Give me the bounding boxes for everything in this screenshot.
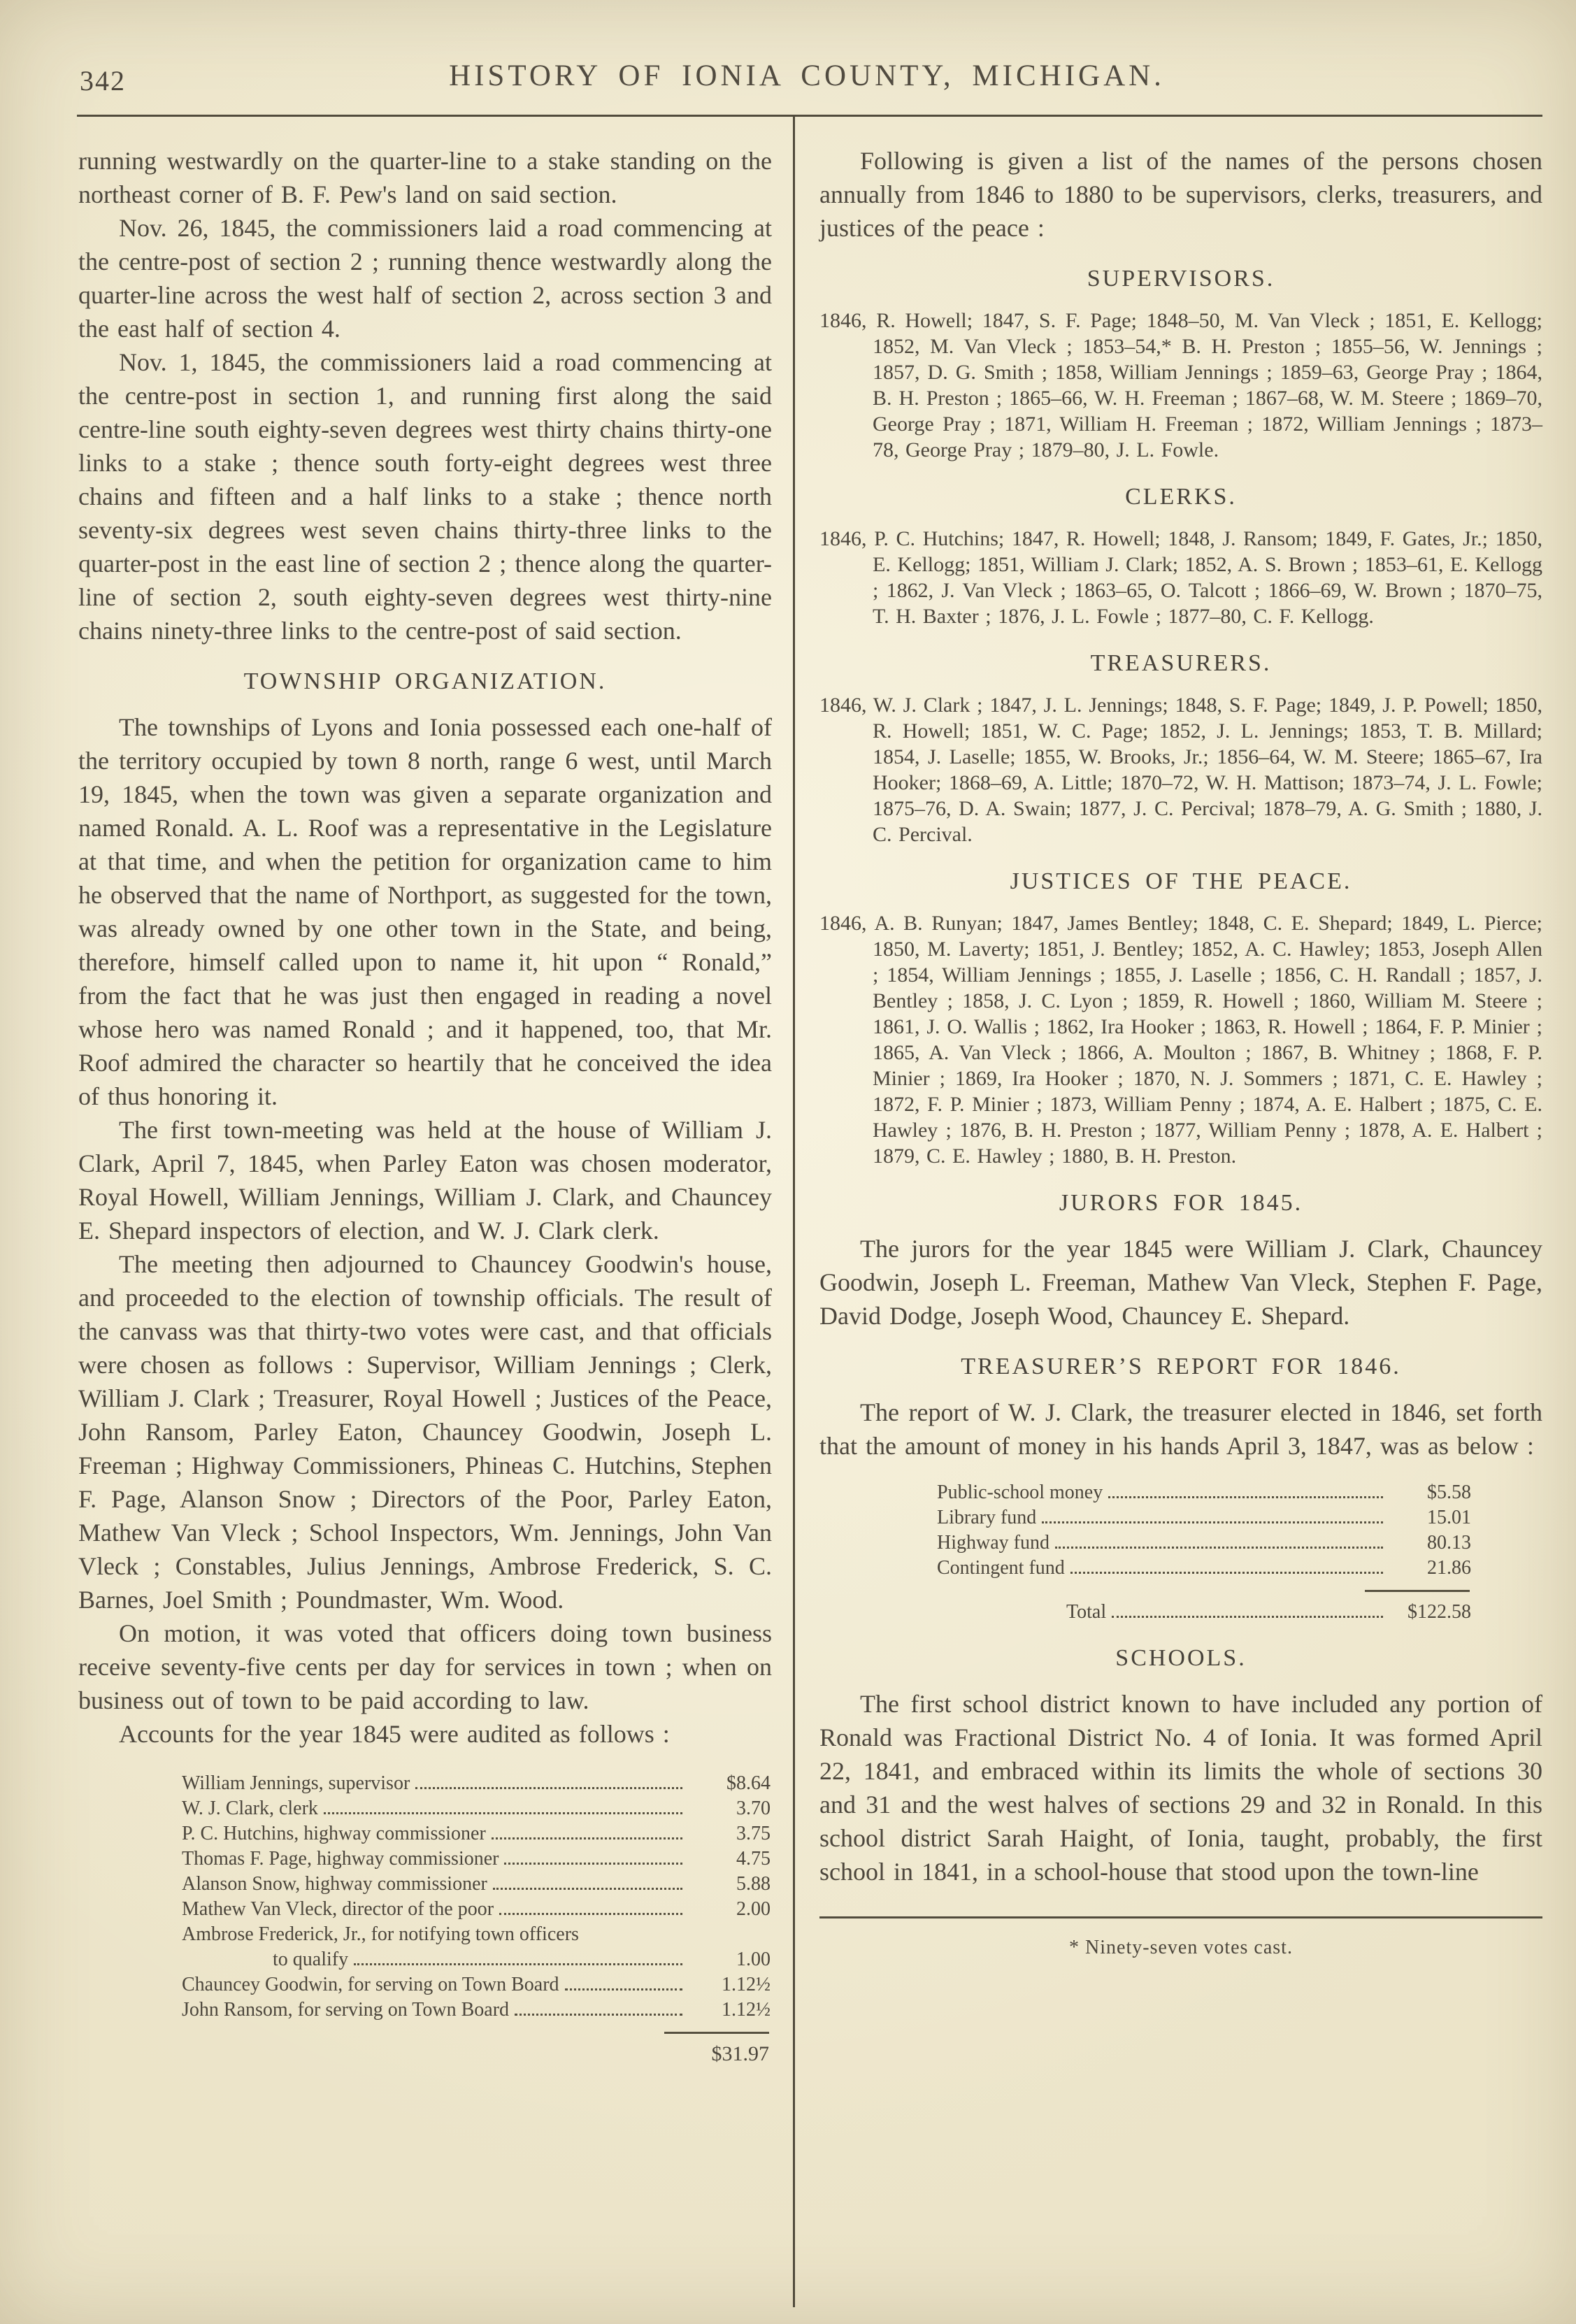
section-heading-clerks: CLERKS. <box>1125 484 1237 510</box>
dot-leader <box>354 1963 682 1965</box>
account-name: William Jennings, supervisor <box>182 1772 410 1794</box>
dot-leader <box>1108 1496 1383 1498</box>
paragraph-nov-1: Nov. 1, 1845, the commissioners laid a road commencing at the centre-post in section 1, and running first along the said centre-line south eighty-seven degrees west thirty chains thirty-one links to a stake ; thence south forty-eight degrees west three chains and fifteen and a half links to a stake ; thence north seventy-six degrees west seven chains thirty-three links to the quarter-post in the east line of section 2 ; thence along the quarter-line of section 2, south eighty-seven degrees west thirty-nine chains ninety-three links to the centre-post of said section. <box>78 348 772 645</box>
table-row <box>182 1772 771 1795</box>
account-name: John Ransom, for serving on Town Board <box>182 1999 510 2021</box>
fund-amount: 15.01 <box>1427 1507 1471 1528</box>
section-heading-township-organization: TOWNSHIP ORGANIZATION. <box>243 668 607 694</box>
account-amount: 1.00 <box>736 1949 771 1970</box>
section-heading-supervisors: SUPERVISORS. <box>1087 266 1275 292</box>
clerks-list: 1846, P. C. Hutchins; 1847, R. Howell; 1848, J. Ransom; 1849, F. Gates, Jr.; 1850, E. Kellogg; 1851, William J. Clark; 1852, A. S. Brown ; 1853–61, E. Kellogg ; 1862, J. Van Vleck ; 1863–65, O. Talcott ; 1866–69, W. Brown ; 1870–75, T. H. Baxter ; 1876, J. L. Fowle ; 1877–80, C. F. Kellogg. <box>819 527 1542 628</box>
dot-leader <box>565 1988 682 1991</box>
footnote-block <box>819 1916 1542 1959</box>
accounts-total: $31.97 <box>711 2042 769 2065</box>
section-heading-justices: JUSTICES OF THE PEACE. <box>1010 868 1352 894</box>
section-heading-treasurers: TREASURERS. <box>1090 650 1272 676</box>
dot-leader <box>504 1863 682 1865</box>
fund-amount: 21.86 <box>1427 1557 1471 1579</box>
paragraph-schools: The first school district known to have included any portion of Ronald was Fractional District No. 4 of Ionia. It was formed April 22, 1841, and embraced within its limits the whole of sections 30 and 31 and the west halves of sections 29 and 32 in Ronald. In this school district Sarah Haight, of Ionia, taught, probably, the first school in 1841, in a school-house that stood upon the town-line <box>819 1690 1542 1886</box>
supervisors-list: 1846, R. Howell; 1847, S. F. Page; 1848–50, M. Van Vleck ; 1851, E. Kellogg; 1852, M. Van Vleck ; 1853–54,* B. H. Preston ; 1855–56, W. Jennings ; 1857, D. G. Smith ; 1858, William Jennings ; 1859–63, George Pray ; 1864, B. H. Preston ; 1865–66, W. H. Freeman ; 1867–68, W. M. Steere ; 1869–70, George Pray ; 1871, William H. Freeman ; 1872, William Jennings ; 1873–78, George Pray ; 1879–80, J. L. Fowle. <box>819 309 1542 461</box>
running-head <box>78 59 1535 101</box>
account-name: Ambrose Frederick, Jr., for notifying town officers <box>182 1923 579 1945</box>
account-amount: 1.12½ <box>722 1999 771 2021</box>
account-name: Chauncey Goodwin, for serving on Town Board <box>182 1974 559 1995</box>
section-heading-schools: SCHOOLS. <box>1115 1645 1247 1671</box>
header-rule <box>77 115 1542 117</box>
paragraph-on-motion: On motion, it was voted that officers doing town business receive seventy-five cents per day for services in town ; when on business out of town to be paid according to law. <box>78 1619 772 1714</box>
footnote-rule <box>819 1916 1542 1918</box>
account-amount: 4.75 <box>736 1848 771 1870</box>
total-label: Total <box>1066 1601 1107 1623</box>
paragraph-treasurers-report: The report of W. J. Clark, the treasurer elected in 1846, set forth that the amount of money in his hands April 3, 1847, was as below : <box>819 1398 1542 1460</box>
table-row <box>182 1948 771 1972</box>
dot-leader <box>493 1888 682 1890</box>
accounts-audited-table <box>182 1772 771 2066</box>
table-row <box>182 1923 771 1946</box>
right-column <box>819 144 1542 1959</box>
table-row <box>937 1481 1471 1505</box>
column-divider-rule <box>793 115 795 2307</box>
table-row <box>182 1898 771 1921</box>
table-row <box>937 1531 1471 1555</box>
table-row <box>182 1797 771 1821</box>
table-row <box>937 1506 1471 1530</box>
fund-name: Library fund <box>937 1507 1037 1528</box>
paragraph-following-list: Following is given a list of the names of the persons chosen annually from 1846 to 1880 to be supervisors, clerks, treasurers, and justices of the peace : <box>819 147 1542 242</box>
account-name: Thomas F. Page, highway commissioner <box>182 1848 499 1870</box>
total-rule <box>664 2032 769 2034</box>
fund-name: Public-school money <box>937 1482 1103 1503</box>
treasurer-report-table <box>937 1481 1471 1624</box>
dot-leader <box>492 1837 682 1839</box>
table-row <box>182 1973 771 1997</box>
dot-leader <box>515 2014 682 2016</box>
fund-name: Contingent fund <box>937 1557 1065 1579</box>
total-rule <box>1365 1590 1470 1592</box>
account-amount: 5.88 <box>736 1873 771 1895</box>
page-number: 342 <box>80 65 126 96</box>
paragraph-road-continuation: running westwardly on the quarter-line to a stake standing on the northeast corner of B. F. Pew's land on said section. <box>78 147 772 208</box>
dot-leader <box>324 1812 682 1814</box>
account-amount: 3.70 <box>736 1798 771 1819</box>
account-amount: 3.75 <box>736 1823 771 1844</box>
account-amount: 1.12½ <box>722 1974 771 1995</box>
paragraph-townships: The townships of Lyons and Ionia possessed each one-half of the territory occupied by town 8 north, range 6 west, until March 19, 1845, when the town was given a separate organization and named Ronald. A. L. Roof was a representative in the Legislature at that time, and when the petition for organization came to him he observed that the name of Northport, as suggested for the town, was already owned by one other town in the State, and being, therefore, himself called upon to name it, hit upon “ Ronald,” from the fact that he was just then engaged in reading a novel whose hero was named Ronald ; and it happened, too, that Mr. Roof admired the character so heartily that he conceived the idea of thus honoring it. <box>78 713 772 1110</box>
table-row-total <box>937 1600 1471 1624</box>
paragraph-jurors: The jurors for the year 1845 were William J. Clark, Chauncey Goodwin, Joseph L. Freeman, Mathew Van Vleck, Stephen F. Page, David Dodge, Joseph Wood, Chauncey E. Shepard. <box>819 1235 1542 1330</box>
paragraph-meeting-adjourned: The meeting then adjourned to Chauncey Goodwin's house, and proceeded to the election of township officials. The result of the canvass was that thirty-two votes were cast, and that officials were chosen as follows : Supervisor, William Jennings ; Clerk, William J. Clark ; Treasurer, Royal Howell ; Justices of the Peace, John Ransom, Parley Eaton, Chauncey Goodwin, Joseph L. Freeman ; Highway Commissioners, Phineas C. Hutchins, Stephen F. Page, Alanson Snow ; Directors of the Poor, Parley Eaton, Mathew Van Vleck ; School Inspectors, Wm. Jennings, John Van Vleck ; Constables, Julius Jennings, Ambrose Frederick, S. C. Barnes, Joel Smith ; Poundmaster, Wm. Wood. <box>78 1250 772 1614</box>
footnote-text: * Ninety-seven votes cast. <box>1069 1937 1293 1958</box>
table-row <box>937 1556 1471 1580</box>
table-row <box>182 1998 771 2022</box>
justices-list: 1846, A. B. Runyan; 1847, James Bentley; 1848, C. E. Shepard; 1849, L. Pierce; 1850, M. Laverty; 1851, J. Bentley; 1852, A. C. Hawley; 1853, Joseph Allen ; 1854, William Jennings ; 1855, J. Laselle ; 1856, C. H. Randall ; 1857, J. Bentley ; 1858, J. C. Lyon ; 1859, R. Howell ; 1860, William M. Steere ; 1861, J. O. Wallis ; 1862, Ira Hooker ; 1863, R. Howell ; 1864, F. P. Minier ; 1865, A. Van Vleck ; 1866, A. Moulton ; 1867, B. Whitney ; 1868, F. P. Minier ; 1869, Ira Hooker ; 1870, N. J. Sommers ; 1871, C. E. Hawley ; 1872, F. P. Minier ; 1873, William Penny ; 1874, A. E. Halbert ; 1875, C. E. Hawley ; 1876, B. H. Preston ; 1877, William Penny ; 1878, A. E. Halbert ; 1879, C. E. Hawley ; 1880, B. H. Preston. <box>819 912 1542 1168</box>
treasurers-list: 1846, W. J. Clark ; 1847, J. L. Jennings; 1848, S. F. Page; 1849, J. P. Powell; 1850, R. Howell; 1851, W. C. Page; 1852, J. L. Jennings; 1853, T. B. Millard; 1854, J. Laselle; 1855, W. Brooks, Jr.; 1856–64, W. M. Steere; 1865–67, Ira Hooker; 1868–69, A. Little; 1870–72, W. H. Mattison; 1873–74, J. L. Fowle; 1875–76, D. A. Swain; 1877, J. C. Percival; 1878–79, A. G. Smith ; 1880, J. C. Percival. <box>819 694 1542 846</box>
dot-leader <box>1042 1521 1383 1523</box>
account-name: W. J. Clark, clerk <box>182 1798 318 1819</box>
account-name: Mathew Van Vleck, director of the poor <box>182 1898 494 1920</box>
table-row <box>182 1872 771 1896</box>
paragraph-first-town-meeting: The first town-meeting was held at the house of William J. Clark, April 7, 1845, when Parley Eaton was chosen moderator, Royal Howell, William Jennings, William J. Clark, and Chauncey E. Shepard inspectors of election, and W. J. Clark clerk. <box>78 1116 772 1245</box>
dot-leader <box>415 1787 682 1789</box>
account-name: Alanson Snow, highway commissioner <box>182 1873 487 1895</box>
account-amount: 2.00 <box>736 1898 771 1920</box>
dot-leader <box>1055 1547 1383 1549</box>
account-name-wrapped: to qualify <box>273 1949 349 1970</box>
table-row <box>182 1822 771 1846</box>
running-header-title: HISTORY OF IONIA COUNTY, MICHIGAN. <box>449 59 1165 92</box>
total-amount: $122.58 <box>1407 1601 1471 1623</box>
left-column <box>78 144 772 2066</box>
account-name: P. C. Hutchins, highway commissioner <box>182 1823 486 1844</box>
table-row <box>182 1847 771 1871</box>
dot-leader <box>499 1913 682 1915</box>
account-amount: $8.64 <box>726 1772 771 1794</box>
section-heading-jurors: JURORS FOR 1845. <box>1059 1190 1303 1216</box>
dot-leader <box>1112 1616 1383 1618</box>
paragraph-accounts-intro: Accounts for the year 1845 were audited as follows : <box>119 1720 670 1748</box>
fund-name: Highway fund <box>937 1532 1050 1554</box>
dot-leader <box>1070 1572 1383 1574</box>
paragraph-nov-26: Nov. 26, 1845, the commissioners laid a road commencing at the centre-post of section 2 ; running thence westwardly along the quarter-line across the west half of section 2, across section 3 and the east half of section 4. <box>78 214 772 343</box>
section-heading-treasurers-report: TREASURER’S REPORT FOR 1846. <box>961 1354 1401 1379</box>
fund-amount: $5.58 <box>1427 1482 1471 1503</box>
fund-amount: 80.13 <box>1427 1532 1471 1554</box>
